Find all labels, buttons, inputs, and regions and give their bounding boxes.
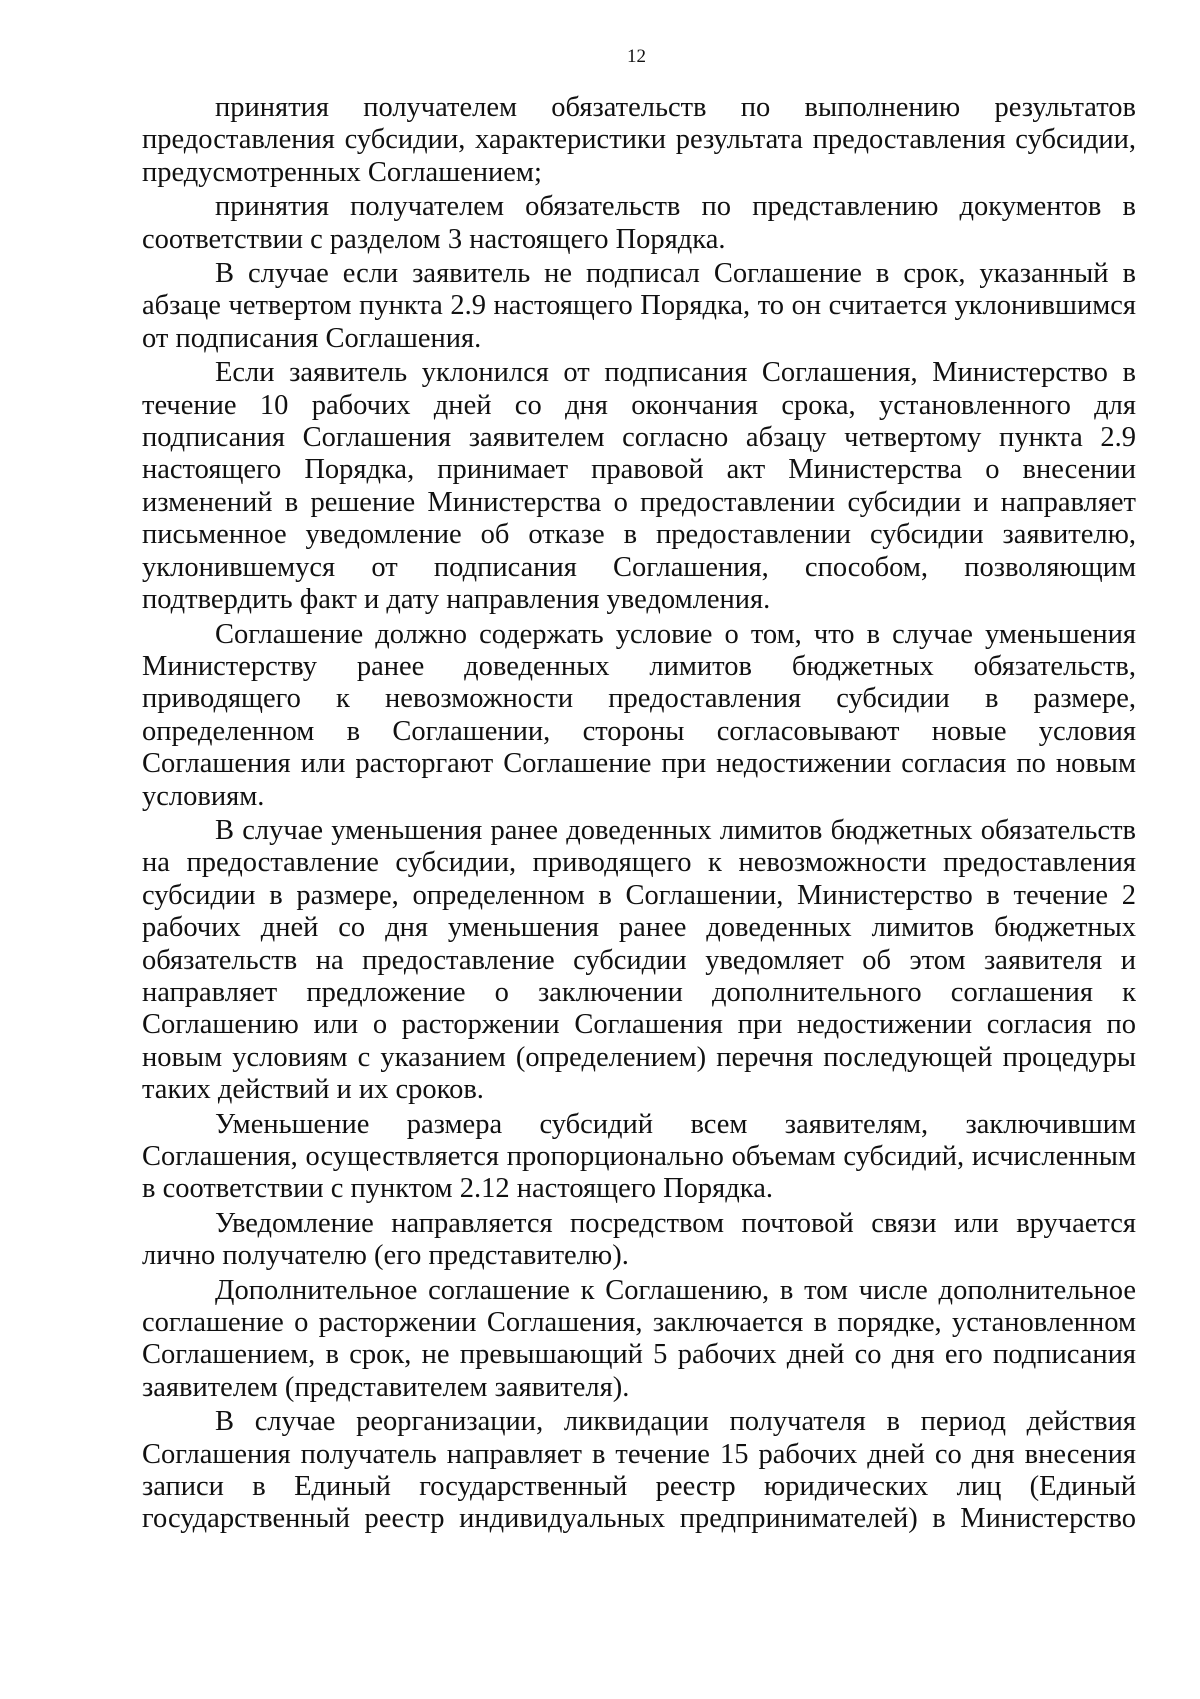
paragraph: В случае если заявитель не подписал Соглашение в срок, указанный в абзаце четвертом пункта 2.9 настоящего Порядка, то он считается уклонившимся от подписания Соглашения.: [142, 258, 1136, 354]
paragraph: принятия получателем обязательств по представлению документов в соответствии с разделом 3 настоящего Порядка.: [142, 191, 1136, 255]
page-number: 12: [627, 46, 646, 67]
paragraph: В случае уменьшения ранее доведенных лимитов бюджетных обязательств на предоставление субсидии, приводящего к невозможности предоставления субсидии в размере, определенном в Соглашении, Министерство в течение 2 рабочих дней со дня уменьшения ранее доведенных лимитов бюджетных обязательств на предоставление субсидии уведомляет об этом заявителя и направляет предложение о заключении дополнительного соглашения к Соглашению или о расторжении Соглашения при недостижении согласия по новым условиям с указанием (определением) перечня последующей процедуры таких действий и их сроков.: [142, 814, 1136, 1106]
paragraph: Уведомление направляется посредством почтовой связи или вручается лично получателю (его представителю).: [142, 1207, 1136, 1272]
paragraph: Соглашение должно содержать условие о том, что в случае уменьшения Министерству ранее доведенных лимитов бюджетных обязательств, приводящего к невозможности предоставления субсидии в размере, определенном в Соглашении, стороны согласовывают новые условия Соглашения или расторгают Соглашение при недостижении согласия по новым условиям.: [142, 618, 1136, 812]
document-body: [142, 92, 1136, 1538]
paragraph: Если заявитель уклонился от подписания Соглашения, Министерство в течение 10 рабочих дней со дня окончания срока, установленного для подписания Соглашения заявителем согласно абзацу четвертому пункта 2.9 настоящего Порядка, принимает правовой акт Министерства о внесении изменений в решение Министерства о предоставлении субсидии и направляет письменное уведомление об отказе в предоставлении субсидии заявителю, уклонившемуся от подписания Соглашения, способом, позволяющим подтвердить факт и дату направления уведомления.: [142, 357, 1136, 616]
paragraph: Уменьшение размера субсидий всем заявителям, заключившим Соглашения, осуществляется пропорционально объемам субсидий, исчисленным в соответствии с пунктом 2.12 настоящего Порядка.: [142, 1108, 1136, 1205]
paragraph: В случае реорганизации, ликвидации получателя в период действия Соглашения получатель направляет в течение 15 рабочих дней со дня внесения записи в Единый государственный реестр юридических лиц (Единый государственный реестр индивидуальных предпринимателей) в Министерство: [142, 1406, 1136, 1535]
paragraph: принятия получателем обязательств по выполнению результатов предоставления субсидии, характеристики результата предоставления субсидии, предусмотренных Соглашением;: [142, 92, 1136, 188]
paragraph: Дополнительное соглашение к Соглашению, в том числе дополнительное соглашение о расторжении Соглашения, заключается в порядке, установленном Соглашением, в срок, не превышающий 5 рабочих дней со дня его подписания заявителем (представителем заявителя).: [142, 1274, 1136, 1403]
